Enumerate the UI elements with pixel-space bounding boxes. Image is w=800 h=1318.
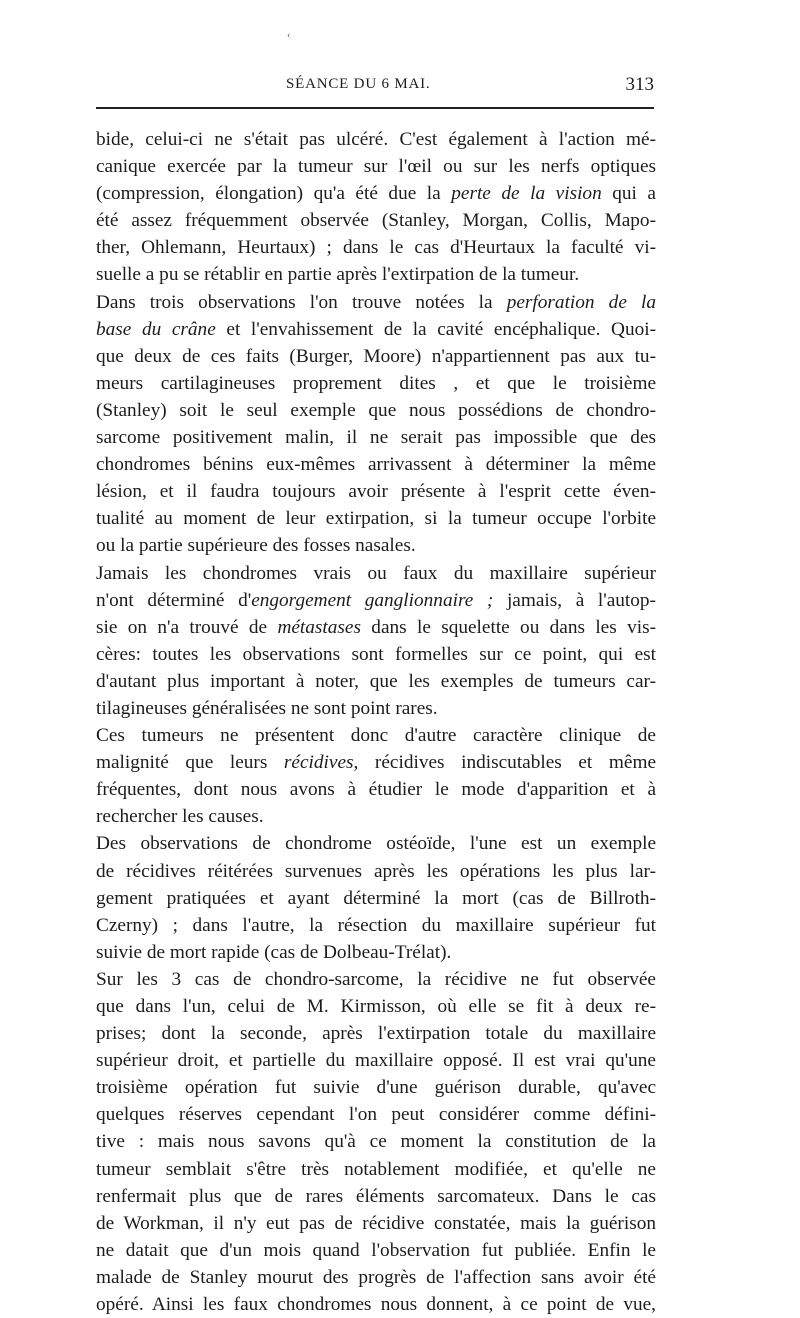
line-text: ther, Ohlemann, Heurtaux) ; dans le cas d'Heurtaux la faculté vi- [96, 237, 656, 259]
text-line [96, 397, 656, 424]
text-line [96, 505, 656, 532]
text-line [96, 1156, 656, 1183]
line-text: récidives indiscutables et même [358, 752, 656, 774]
line-text: tualité au moment de leur extirpation, si la tumeur occupe l'orbite [96, 508, 656, 530]
line-text: dans le squelette ou dans les vis- [360, 616, 656, 638]
line-text: ne datait que d'un mois quand l'observation fut publiée. Enfin le [96, 1239, 656, 1261]
line-text: (compression, élongation) qu'a été due la [96, 183, 452, 205]
text-line [96, 451, 656, 478]
line-text: que deux de ces faits (Burger, Moore) n'appartiennent pas aux tu- [96, 345, 656, 367]
text-line [96, 1074, 656, 1101]
text-line [96, 641, 656, 668]
text-line [96, 722, 656, 749]
line-text: n'ont déterminé d' [96, 589, 252, 611]
page-speck: ‹ [287, 30, 291, 41]
text-line [96, 424, 656, 451]
line-text: sie on n'a trouvé de [96, 616, 278, 638]
line-text: Czerny) ; dans l'autre, la résection du maxillaire supérieur fut [96, 914, 656, 936]
text-line [96, 695, 656, 722]
line-text: suelle a pu se rétablir en partie après l'extirpation de la tumeur. [96, 264, 580, 286]
text-line [96, 885, 656, 912]
text-line [96, 1291, 656, 1318]
line-text: sarcome positivement malin, il ne serait pas impossible que des [96, 427, 656, 449]
line-text: renfermait plus que de rares éléments sarcomateux. Dans le cas [96, 1185, 656, 1207]
line-text: opéré. Ainsi les faux chondromes nous donnent, à ce point de vue, [96, 1294, 656, 1316]
line-text: malade de Stanley mourut des progrès de l'affection sans avoir été [96, 1266, 656, 1288]
text-line [96, 207, 656, 234]
line-text: jamais, à l'autop- [493, 589, 656, 611]
text-line [96, 912, 656, 939]
line-text: malignité que leurs [96, 752, 284, 774]
text-line [96, 1237, 656, 1264]
text-line [96, 1101, 656, 1128]
line-text: Sur les 3 cas de chondro-sarcome, la récidive ne fut observée [96, 968, 656, 990]
text-line [96, 261, 656, 288]
italic-phrase: perte de la vision [451, 183, 602, 205]
running-title: SÉANCE DU 6 MAI. [286, 76, 431, 92]
italic-phrase: engorgement ganglionnaire ; [251, 589, 494, 611]
italic-phrase: base du crâne [96, 318, 216, 340]
line-text: tilagineuses généralisées ne sont point rares. [96, 697, 438, 719]
text-line [96, 668, 656, 695]
line-text: qui a [601, 183, 656, 205]
header-rule [96, 107, 654, 109]
line-text: et l'envahissement de la cavité encéphalique. Quoi- [215, 318, 656, 340]
italic-phrase: récidives, [283, 752, 359, 774]
text-line [96, 1183, 656, 1210]
text-line [96, 1264, 656, 1291]
text-line [96, 180, 656, 207]
line-text: cères: toutes les observations sont formelles sur ce point, qui est [96, 643, 656, 665]
text-line [96, 587, 656, 614]
line-text: fréquentes, dont nous avons à étudier le mode d'apparition et à [96, 779, 656, 801]
text-line [96, 234, 656, 261]
line-text: de Workman, il n'y eut pas de récidive constatée, mais la guérison [96, 1212, 656, 1234]
text-line [96, 532, 656, 559]
line-text: Ces tumeurs ne présentent donc d'autre caractère clinique de [96, 725, 656, 747]
line-text: prises; dont la seconde, après l'extirpation totale du maxillaire [96, 1023, 656, 1045]
italic-phrase: métastases [277, 616, 361, 638]
text-line [96, 560, 656, 587]
line-text: d'autant plus important à noter, que les exemples de tumeurs car- [96, 670, 656, 692]
text-line [96, 939, 656, 966]
line-text: gement pratiquées et ayant déterminé la mort (cas de Billroth- [96, 887, 656, 909]
line-text: meurs cartilagineuses proprement dites , et que le troisième [96, 372, 656, 394]
line-text: suivie de mort rapide (cas de Dolbeau-Trélat). [96, 941, 452, 963]
text-line [96, 478, 656, 505]
body-text [96, 126, 656, 1318]
line-text: bide, celui-ci ne s'était pas ulcéré. C'est également à l'action mé- [96, 129, 656, 150]
line-text: troisième opération fut suivie d'une guérison durable, qu'avec [96, 1077, 656, 1099]
line-text: Des observations de chondrome ostéoïde, l'une est un exemple [96, 833, 656, 855]
line-text: que dans l'un, celui de M. Kirmisson, où elle se fit à deux re- [96, 996, 656, 1017]
line-text: rechercher les causes. [96, 806, 264, 828]
text-line [96, 1210, 656, 1237]
line-text: canique exercée par la tumeur sur l'œil ou sur les nerfs optiques [96, 156, 656, 178]
line-text: tumeur semblait s'être très notablement modifiée, et qu'elle ne [96, 1158, 656, 1180]
text-line [96, 966, 656, 993]
text-line [96, 614, 656, 641]
line-text: (Stanley) soit le seul exemple que nous possédions de chondro- [96, 399, 656, 421]
text-line [96, 343, 656, 370]
line-text: lésion, et il faudra toujours avoir présente à l'esprit cette éven- [96, 481, 656, 503]
italic-phrase: perforation de la [506, 291, 656, 313]
text-line [96, 858, 656, 885]
line-text: supérieur droit, et partielle du maxillaire opposé. Il est vrai qu'une [96, 1050, 656, 1072]
text-line [96, 316, 656, 343]
text-line [96, 1020, 656, 1047]
line-text: quelques réserves cependant l'on peut considérer comme défini- [96, 1104, 656, 1126]
text-line [96, 749, 656, 776]
text-line [96, 1128, 656, 1155]
text-line [96, 830, 656, 857]
page-number: 313 [625, 74, 654, 95]
text-line [96, 993, 656, 1020]
line-text: ou la partie supérieure des fosses nasales. [96, 535, 416, 557]
line-text: Dans trois observations l'on trouve notées la [96, 291, 507, 313]
text-line [96, 153, 656, 180]
running-head [96, 76, 654, 100]
line-text: chondromes bénins eux-mêmes arrivassent à déterminer la même [96, 454, 656, 476]
text-line [96, 1047, 656, 1074]
text-line [96, 776, 656, 803]
text-line [96, 126, 656, 153]
text-line [96, 370, 656, 397]
line-text: été assez fréquemment observée (Stanley, Morgan, Collis, Mapo- [96, 210, 656, 232]
text-line [96, 803, 656, 830]
line-text: de récidives réitérées survenues après les opérations les plus lar- [96, 860, 656, 882]
line-text: tive : mais nous savons qu'à ce moment la constitution de la [96, 1131, 656, 1153]
line-text: Jamais les chondromes vrais ou faux du maxillaire supérieur [96, 562, 656, 584]
text-line [96, 289, 656, 316]
